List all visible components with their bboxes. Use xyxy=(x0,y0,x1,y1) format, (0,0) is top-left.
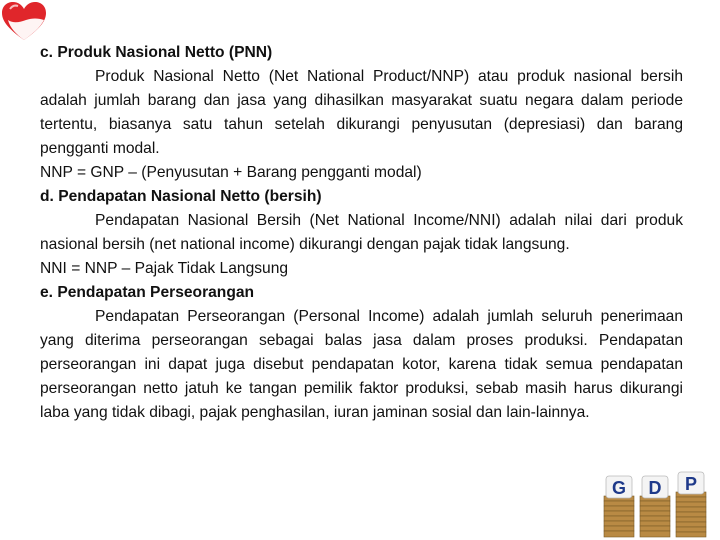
heart-icon xyxy=(0,0,48,42)
gdp-letter-d: D xyxy=(648,478,662,498)
formula-nni: NNI = NNP – Pajak Tidak Langsung xyxy=(40,260,289,277)
formula-nnp: NNP = GNP – (Penyusutan + Barang pengganti modal) xyxy=(40,164,422,181)
heading-e: e. Pendapatan Perseorangan xyxy=(40,284,255,301)
paragraph-d: Pendapatan Nasional Bersih (Net National Income/NNI) adalah nilai dari produk nasional bersih (net national income) dikurangi dengan pajak tidak langsung. xyxy=(40,212,683,253)
gdp-coins-icon xyxy=(598,470,714,538)
gdp-letter-g: G xyxy=(611,478,627,498)
gdp-letter-p: P xyxy=(684,474,698,494)
heading-d: d. Pendapatan Nasional Netto (bersih) xyxy=(40,188,322,205)
document-body xyxy=(40,41,683,425)
paragraph-e: Pendapatan Perseorangan (Personal Income) adalah jumlah seluruh penerimaan yang diterima perseorangan sebagai balas jasa dalam proses produksi. Pendapatan perseorangan ini dapat juga disebut pendapatan kotor, karena tidak semua pendapatan perseorangan netto jatuh ke tangan pemilik faktor produksi, sebab masih harus dikurangi laba yang tidak dibagi, pajak penghasilan, iuran jaminan sosial dan lain-lainnya. xyxy=(40,308,683,421)
heading-c: c. Produk Nasional Netto (PNN) xyxy=(40,44,273,61)
paragraph-c: Produk Nasional Netto (Net National Product/NNP) atau produk nasional bersih adalah jumlah barang dan jasa yang dihasilkan masyarakat suatu negara dalam periode tertentu, biasanya satu tahun setelah dikurangi penyusutan (depresiasi) dan barang pengganti modal. xyxy=(40,68,683,157)
